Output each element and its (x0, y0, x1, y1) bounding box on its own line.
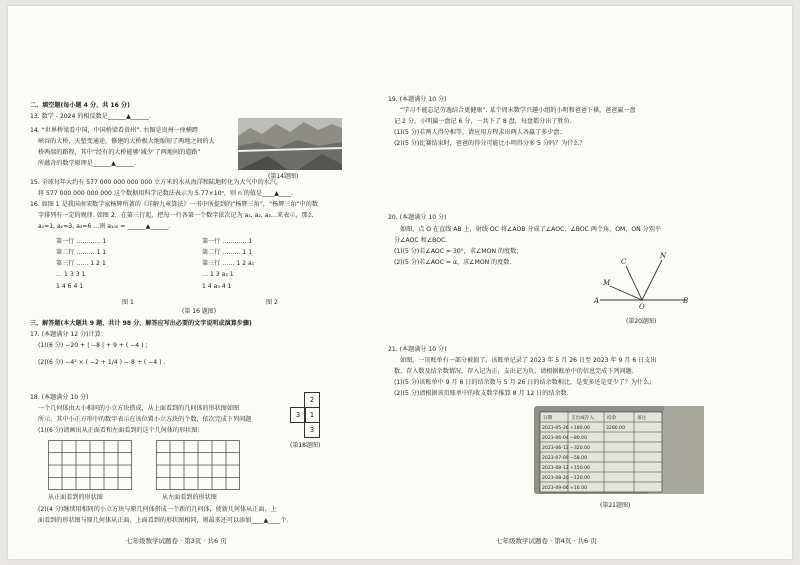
question-18-line2: 所示，其中小正方形中的数字表示在该位置小立方块的个数，依次完成下列问题 (38, 416, 252, 423)
question-21-head: 21. (本题满分 10 分) (388, 346, 447, 353)
question-21-line2: 数、存入数及结余数情况，存入记为正，支出记为负，请根据账单中的信息完成下列问题. (394, 368, 634, 375)
angle-figure (594, 244, 690, 310)
question-13: 13. 数学 - 2024 的相反数是______▲______. (30, 113, 151, 120)
bill-cell: +150.00 (570, 466, 590, 471)
question-18-part2-line2: 面看到的形状图与原几何体从正面、上面看到的形状图相同，则最多还可以添加____▲____个. (38, 517, 289, 524)
bill-cell: 2023-08-20 (542, 476, 569, 481)
question-21-part1: (1)(5 分)该账单中 9 月 6 日的结余数与 5 月 26 日的结余数相比，是变多还是变少了？为什么； (394, 379, 656, 386)
bill-cell: −80.00 (570, 436, 588, 441)
fig1-row: 第一行 ………… 1 (56, 238, 107, 245)
bill-header-cell: 备注 (637, 416, 647, 421)
left-page-footer: 七年级数学试题卷 · 第3页 · 共6 页 (126, 537, 227, 545)
point-o-label: O (639, 303, 645, 310)
question-19-part2: (2)(5 分)比赛结束时，爸爸的得分可能比小明得分多 5 分吗？为什么？ (394, 140, 586, 147)
bill-table (534, 406, 704, 494)
question-20-line2: 分∠AOC 和∠BOC. (394, 237, 448, 244)
question-14-line3: 桥两端的路程，其中“经有的大桥能够‘减少’了两地间的道路” (38, 149, 201, 156)
question-14-caption: (第14题图) (268, 173, 299, 180)
left-view-label: 从左面看到的形状图 (162, 494, 217, 501)
bill-cell: 2023-08-12 (542, 466, 569, 471)
section-3-title: 三、解答题(本大题共 9 题，共计 98 分，解答应写出必要的文字说明或演算步骤) (30, 320, 252, 327)
point-c-label: C (621, 258, 627, 266)
bill-cell: −320.00 (570, 446, 590, 451)
point-a-label: A (594, 297, 600, 305)
question-14-line4: 所蕴含的数学原理是______▲______. (38, 160, 137, 167)
bridge-photo (238, 118, 342, 170)
question-19-line2: 记 2 分，小明赢一盘记 6 分，一共下了 8 盘，每盘都分出了胜负. (394, 118, 572, 125)
cube-cell: 3 (290, 407, 306, 423)
bill-cell: 2023-06-04 (542, 436, 569, 441)
question-15-line1: 15. 全球每年大约有 577 000 000 000 000 立方米的水从海洋和陆地转化为大气中的水汽， (30, 179, 283, 186)
cube-cell: 3 (304, 422, 320, 438)
question-15-line2: 将 577 000 000 000 000 这个数据用科学记数法表示为 5.77×10ⁿ，则 n 的值是____▲____. (38, 190, 294, 197)
bill-cell: 2023-09-06 (542, 486, 569, 491)
fig2-row: 第二行 ……… 1 1 (202, 249, 253, 256)
question-20-caption: (第20题图) (626, 318, 657, 325)
ray-on (642, 260, 662, 300)
cube-cell: 1 (304, 407, 320, 423)
fig2-row: 1 4 a₃ 4 1 (202, 283, 232, 290)
question-14-line1: 14. “世界桥梁看中国，中国桥梁看贵州”. 右图是贵州一座横跨 (30, 127, 199, 134)
question-20-part2: (2)(5 分)若∠AOC = α，求∠MON 的度数. (394, 259, 512, 266)
point-m-label: M (603, 279, 611, 287)
front-view-label: 从正面看到的形状图 (48, 494, 103, 501)
front-view-grid[interactable] (48, 440, 132, 490)
question-17-head: 17. (本题满分 12 分)计算： (30, 331, 107, 338)
question-21-line1: 如图，一页账单有一部分被损了，该账单记录了 2023 年 5 月 26 日至 2023 年 9 月 6 日支出 (400, 357, 657, 364)
question-19-head: 19. (本题满分 10 分) (388, 96, 447, 103)
point-n-label: N (660, 252, 667, 260)
bill-cell: 2023-06-12 (542, 446, 569, 451)
bill-header-cell: 支出或存入 (571, 416, 594, 421)
question-16-caption: (第 16 题图) (182, 308, 217, 315)
question-17-part1: (1)(6 分) −20 + | −8 | + 9 + ( −4 ) ; (38, 342, 148, 349)
question-21-caption: (第21题图) (600, 502, 631, 509)
fig2-label: 图 2 (266, 299, 278, 306)
question-18-part2-line1: (2)(4 分)继续用相同的小立方块与原几何体搭成一个新的几何体，使新几何体从正面、上 (38, 506, 277, 513)
fig2-row: 第三行 …… 1 2 a₁ (202, 260, 255, 267)
question-20-part1: (1)(5 分)若∠AOC = 30°，求∠MON 的度数； (394, 248, 523, 255)
question-19-line1: “学习不能忘记劳逸结合更健康”. 某个周末数学兴趣小组的小明和爸爸下棋，爸爸赢一盘 (400, 107, 636, 114)
fig1-row: 第三行 …… 1 2 1 (56, 260, 106, 267)
fig1-label: 图 1 (122, 299, 134, 306)
bill-header-cell: 日期 (543, 416, 553, 421)
ray-om (610, 286, 642, 300)
fig1-row: … 1 3 3 1 (56, 271, 86, 278)
exam-sheet (8, 6, 792, 559)
bill-header-cell: 结余 (607, 416, 617, 421)
fig2-row: 第一行 ………… 1 (202, 238, 253, 245)
cube-cell: 2 (304, 392, 320, 408)
question-16-line3: a₁=1, a₂=3, a₃=6 …则 a₁₀₀ = ______▲______. (38, 223, 171, 230)
question-17-part2: (2)(6 分) −4² × ( −2 + 1/4 ) − 8 ÷ ( −4 ) . (38, 359, 166, 366)
section-2-title: 二、填空题(每小题 4 分，共 16 分) (30, 102, 130, 109)
fig1-row: 1 4 6 4 1 (56, 283, 84, 290)
bill-cell: −58.00 (570, 456, 588, 461)
bill-image (534, 406, 704, 494)
question-21-part2: (2)(5 分)请根据该页账单中的收支数字推算 8 月 12 日的结余数. (394, 390, 569, 397)
question-18-line1: 一个几何体由大小相同的小立方块搭成，从上面看到的几何体的形状图如图 (38, 405, 240, 412)
bill-cell: +180.00 (570, 426, 590, 431)
question-18-caption: (第18题图) (290, 442, 321, 449)
fig1-row: 第二行 ……… 1 1 (56, 249, 107, 256)
fig2-row: … 1 3 a₂ 1 (202, 271, 234, 278)
bill-cell: 2023-05-26 (542, 426, 569, 431)
question-20-line1: 如图，点 O 在直线 AB 上，射线 OC 将∠AOB 分成了∠AOC、∠BOC 两个角，OM，ON 分别平 (400, 226, 661, 233)
bill-cell: 2023-07-09 (542, 456, 569, 461)
bill-cell: −120.00 (570, 476, 590, 481)
question-19-part1: (1)(5 分)若两人得分相等，请应用方程求出两人各赢了多少盘； (394, 129, 566, 136)
question-14-line2: 峡谷的大桥，天堑变通途，修建的大桥极大地缩短了两地之间的大 (38, 138, 215, 145)
question-16-line1: 16. 如图 1 是我国南宋数学家杨辉所著的《详解九章算法》一书中所提到的“杨辉三角”，“杨辉三角”中的数 (30, 201, 318, 208)
question-20-head: 20. (本题满分 10 分) (388, 214, 447, 221)
question-18-line3: (1)(6 分)请画出从正面看和左面看到的这个几何体的形状图： (38, 427, 204, 434)
point-b-label: B (683, 297, 689, 305)
bill-cell: +16.00 (570, 486, 588, 491)
left-view-grid[interactable] (156, 440, 240, 490)
bill-cell: 3280.00 (606, 426, 625, 431)
question-18-head: 18. (本题满分 10 分) (30, 394, 89, 401)
right-page-footer: 七年级数学试题卷 · 第4页 · 共6 页 (496, 537, 597, 545)
ray-oc (626, 266, 642, 300)
question-16-line2: 字排列有一定的规律. 如图 2，在第三行起，把每一行各第一个数字依次记为 a₁, a₂, a₃…来表示，那么 (38, 212, 314, 219)
